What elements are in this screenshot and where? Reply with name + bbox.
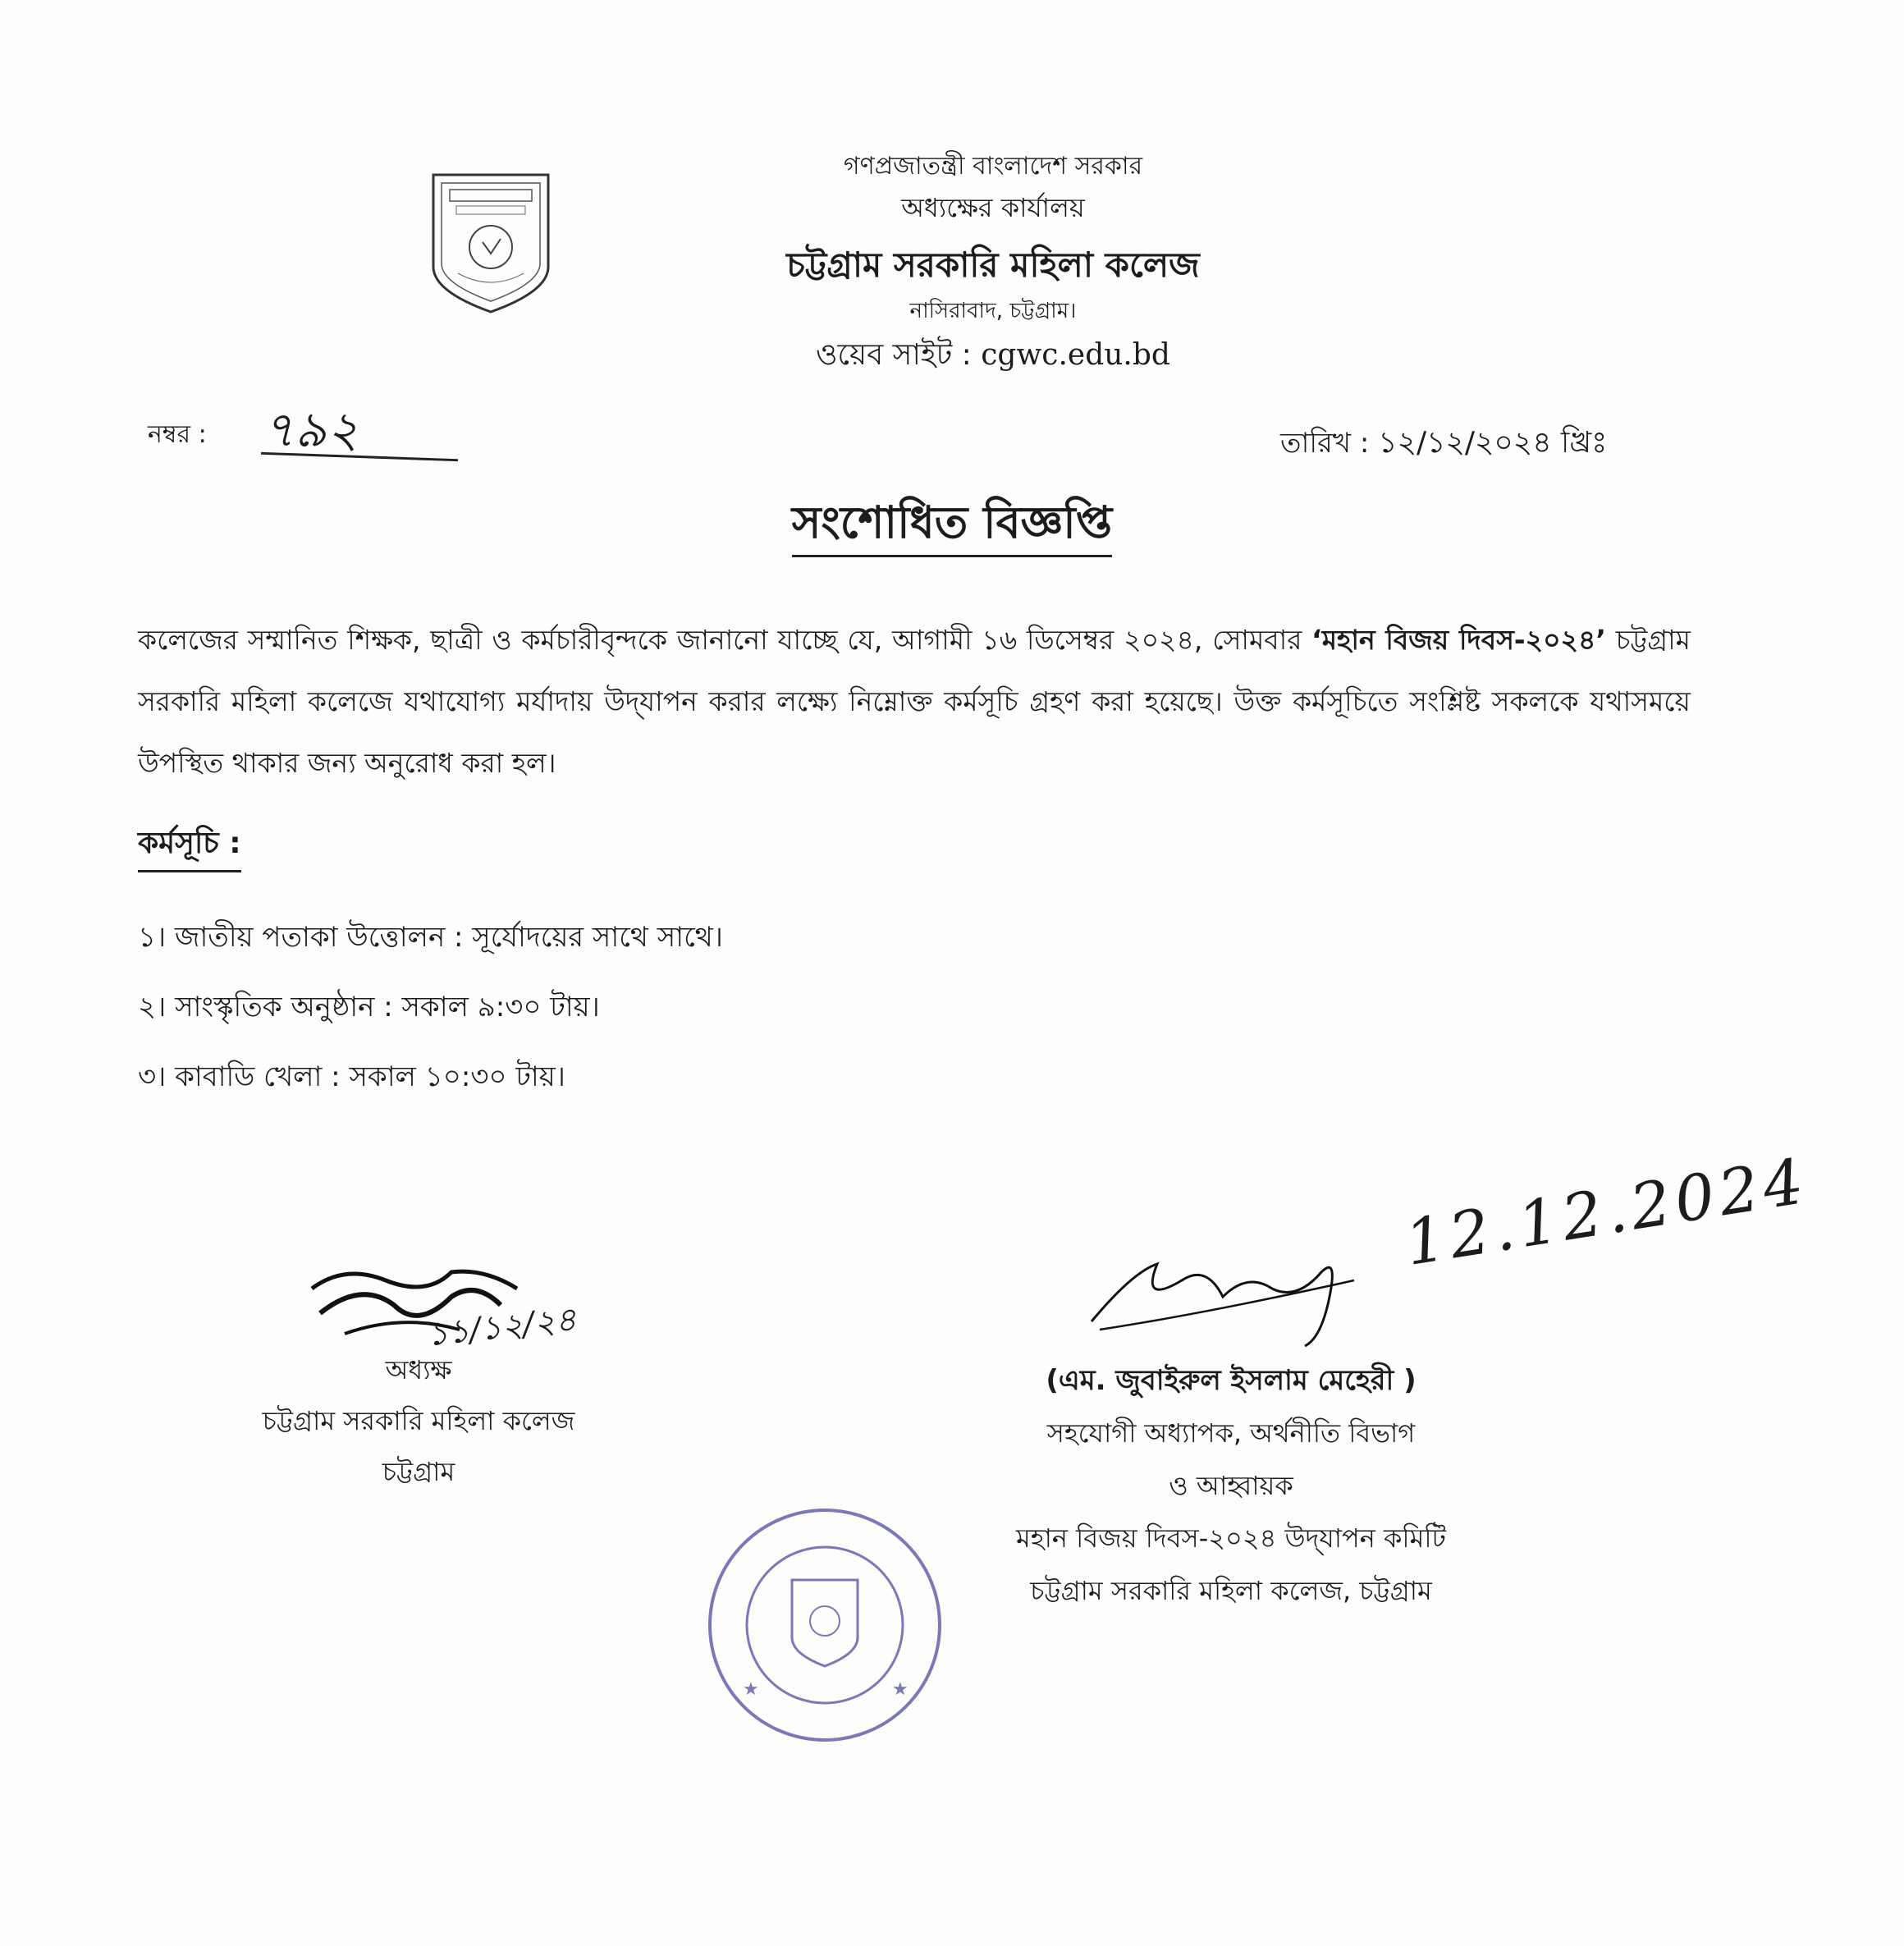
programme-item: ১। জাতীয় পতাকা উত্তোলন : সূর্যোদয়ের সাথে সাথে। bbox=[138, 921, 723, 954]
programme-heading: কর্মসূচি : bbox=[138, 821, 241, 872]
date-value: ১২/১২/২০২৪ খ্রিঃ bbox=[1378, 426, 1608, 460]
svg-text:★: ★ bbox=[892, 1679, 909, 1700]
convener-signature bbox=[1083, 1223, 1428, 1354]
college-address: নাসিরাবাদ, চট্টগ্রাম। bbox=[909, 299, 1077, 323]
date-line bbox=[1280, 420, 1607, 469]
body-part-1: কলেজের সম্মানিত শিক্ষক, ছাত্রী ও কর্মচারীবৃন্দকে জানানো যাচ্ছে যে, আগামী ১৬ ডিসেম্বর ২০২৪, সোমবার bbox=[138, 624, 1312, 656]
memo-number-handwritten: ৭৯২ bbox=[263, 401, 359, 459]
convener-name: (এম. জুবাইরুল ইসলাম মেহেরী ) bbox=[1046, 1364, 1417, 1397]
government-header: গণপ্রজাতন্ত্রী বাংলাদেশ সরকার bbox=[843, 152, 1143, 181]
convener-block bbox=[944, 1354, 1518, 1617]
principal-signature-date: ১১/১২/২৪ bbox=[424, 1300, 579, 1354]
principal-designation: অধ্যক্ষ bbox=[385, 1354, 452, 1385]
principal-college: চট্টগ্রাম সরকারি মহিলা কলেজ bbox=[262, 1405, 575, 1436]
college-seal-stamp bbox=[702, 1502, 948, 1748]
convener-role: ও আহ্বায়ক bbox=[1169, 1470, 1293, 1501]
principal-city: চট্টগ্রাম bbox=[382, 1456, 455, 1487]
memo-number-label: নম্বর : bbox=[148, 420, 207, 449]
programme-item: ৩। কাবাডি খেলা : সকাল ১০:৩০ টায়। bbox=[138, 1060, 565, 1093]
svg-text:★: ★ bbox=[743, 1679, 759, 1700]
committee-name: মহান বিজয় দিবস-২০২৪ উদ্‌যাপন কমিটি bbox=[1016, 1522, 1446, 1554]
notice-body bbox=[138, 609, 1691, 794]
programme-item: ২। সাংস্কৃতিক অনুষ্ঠান : সকাল ৯:৩০ টায়। bbox=[138, 991, 600, 1023]
convener-designation: সহযোগী অধ্যাপক, অর্থনীতি বিভাগ bbox=[1046, 1417, 1416, 1449]
body-part-2: চট্টগ্রাম সরকারি মহিলা কলেজে যথাযোগ্য মর্যাদায় উদ্‌যাপন করার লক্ষ্যে নিম্নোক্ত কর্মসূচি গ্রহণ করা হয়েছে। উক্ত কর্মসূচিতে সংশ্লিষ্ট সকলকে যথাসময়ে উপস্থিত থাকার জন্য অনুরোধ করা হল। bbox=[138, 624, 1691, 779]
programme-list bbox=[138, 903, 723, 1112]
body-event-name: ‘মহান বিজয় দিবস-২০২৪’ bbox=[1311, 624, 1606, 656]
notice-title: সংশোধিত বিজ্ঞপ্তি bbox=[792, 497, 1112, 557]
website-label: ওয়েব সাইট : bbox=[816, 338, 982, 372]
website-line bbox=[624, 332, 1362, 382]
convener-signature-date: 12.12.2024 bbox=[1400, 1143, 1814, 1280]
notice-title-wrap bbox=[0, 488, 1904, 562]
office-header: অধ্যক্ষের কার্যালয় bbox=[901, 192, 1085, 223]
principal-block bbox=[189, 1344, 648, 1497]
college-logo bbox=[425, 168, 556, 316]
date-label: তারিখ : bbox=[1280, 427, 1370, 460]
convener-college: চট্টগ্রাম সরকারি মহিলা কলেজ, চট্টগ্রাম bbox=[1030, 1575, 1432, 1606]
website-url: cgwc.edu.bd bbox=[981, 338, 1170, 372]
college-name: চট্টগ্রাম সরকারি মহিলা কলেজ bbox=[786, 245, 1200, 285]
